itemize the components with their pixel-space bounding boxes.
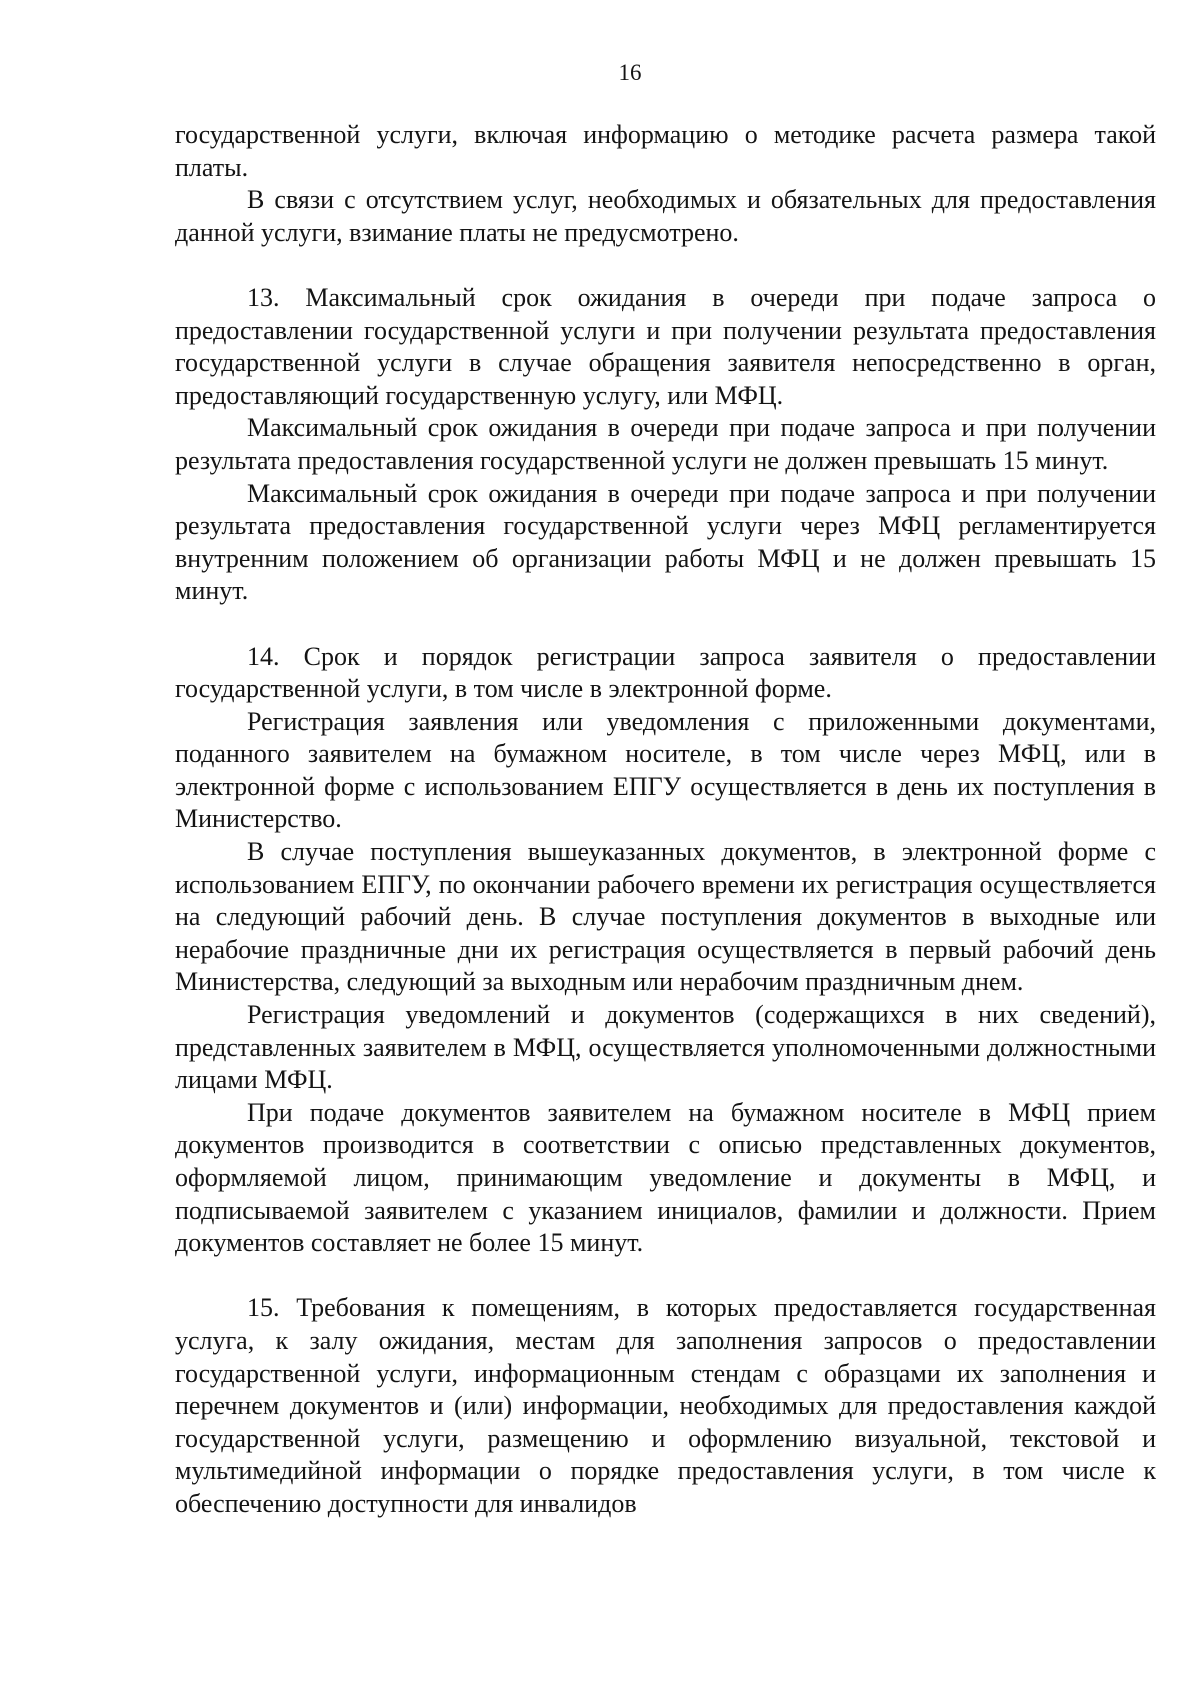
page-number: 16 (618, 60, 642, 85)
paragraph-registration-after-hours: В случае поступления вышеуказанных документов, в электронной форме с использованием ЕПГУ, по окончании рабочего времени их регистрация осуществляется на следующий рабочий день. В случае поступления документов в выходные или нерабочие праздничные дни их регистрация осуществляется в первый рабочий день Министерства, следующий за выходным или нерабочим праздничным днем. (175, 837, 1156, 997)
paragraph-waiting-time-mfc: Максимальный срок ожидания в очереди при подаче запроса и при получении результата предоставления государственной услуги через МФЦ регламентируется внутренним положением об организации работы МФЦ и не должен превышать 15 минут. (175, 478, 1156, 606)
paragraph-continuation: государственной услуги, включая информацию о методике расчета размера такой платы. (175, 120, 1156, 182)
section-13-heading: 13. Максимальный срок ожидания в очереди при подаче запроса о предоставлении государственной услуги и при получении результата предоставления государственной услуги в случае обращения заявителя непосредственно в орган, предоставляющий государственную услугу, или МФЦ. (175, 282, 1156, 410)
paragraph-fee-note: В связи с отсутствием услуг, необходимых и обязательных для предоставления данной услуги, взимание платы не предусмотрено. (175, 185, 1156, 247)
section-14-heading: 14. Срок и порядок регистрации запроса заявителя о предоставлении государственной услуги, в том числе в электронной форме. (175, 641, 1156, 704)
paragraph-waiting-time: Максимальный срок ожидания в очереди при подаче запроса и при получении результата предоставления государственной услуги не должен превышать 15 минут. (175, 413, 1156, 475)
section-15-heading: 15. Требования к помещениям, в которых предоставляется государственная услуга, к залу ожидания, местам для заполнения запросов о предоставлении государственной услуги, информационным стендам с образцами их заполнения и перечнем документов и (или) информации, необходимых для предоставления каждой государственной услуги, размещению и оформлению визуальной, текстовой и мультимедийной информации о порядке предоставления услуги, в том числе к обеспечению доступности для инвалидов (175, 1293, 1156, 1518)
paragraph-registration-mfc: Регистрация уведомлений и документов (содержащихся в них сведений), представленных заявителем в МФЦ, осуществляется уполномоченными должностными лицами МФЦ. (175, 1000, 1156, 1095)
document-body (175, 119, 1156, 1521)
paragraph-registration: Регистрация заявления или уведомления с приложенными документами, поданного заявителем на бумажном носителе, в том числе через МФЦ, или в электронной форме с использованием ЕПГУ осуществляется в день их поступления в Министерство. (175, 706, 1156, 834)
paragraph-paper-submission: При подаче документов заявителем на бумажном носителе в МФЦ прием документов производится в соответствии с описью представленных документов, оформляемой лицом, принимающим уведомление и документы в МФЦ, и подписываемой заявителем с указанием инициалов, фамилии и должности. Прием документов составляет не более 15 минут. (175, 1097, 1156, 1258)
